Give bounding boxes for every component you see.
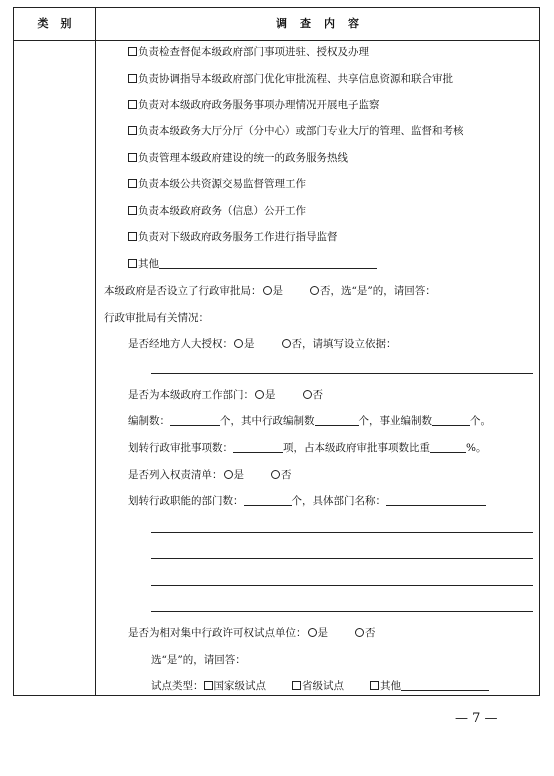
checkbox-label: 负责对本级政府政务服务事项办理情况开展电子监察	[138, 99, 380, 111]
pilot-other-blank[interactable]	[401, 679, 489, 691]
question-approval-bureau: 本级政府是否设立了行政审批局： 是 否，选“是”的，请回答：	[104, 285, 436, 297]
question-authorized: 是否经地方人大授权： 是 否，请填写设立依据：	[128, 338, 397, 350]
page-number: — 7 —	[455, 711, 498, 726]
checkbox-icon[interactable]	[128, 153, 137, 162]
question-power-list: 是否列入权责清单： 是 否	[128, 469, 292, 481]
column-divider	[95, 8, 96, 695]
checkbox-icon[interactable]	[128, 179, 137, 188]
checkbox-label: 负责管理本级政府建设的统一的政务服务热线	[138, 152, 348, 164]
checkbox-icon[interactable]	[128, 206, 137, 215]
approval-bureau-followup: 行政审批局有关情况：	[104, 312, 209, 324]
table-header	[14, 8, 539, 41]
checkbox-icon[interactable]	[204, 681, 213, 690]
checkbox-icon[interactable]	[292, 681, 301, 690]
radio-icon[interactable]	[303, 390, 312, 399]
checkbox-label: 负责检查督促本级政府部门事项进驻、授权及办理	[138, 46, 369, 58]
checkbox-icon[interactable]	[128, 259, 137, 268]
institution-staffing-blank[interactable]	[432, 414, 470, 426]
checkbox-item-4[interactable]	[128, 124, 464, 138]
staffing-line: 编制数： 个，其中行政编制数 个，事业编制数 个。	[128, 415, 491, 427]
ratio-blank[interactable]	[430, 441, 466, 453]
dept-names-line-2[interactable]	[151, 558, 533, 559]
dept-names-line-3[interactable]	[151, 585, 533, 586]
dept-names-line-1[interactable]	[151, 532, 533, 533]
header-content: 调查内容	[276, 17, 372, 30]
checkbox-label: 负责协调指导本级政府部门优化审批流程、共享信息资源和联合审批	[138, 73, 453, 85]
header-category: 类别	[37, 17, 84, 30]
checkbox-label: 其他	[138, 258, 159, 270]
admin-staffing-blank[interactable]	[315, 414, 359, 426]
transfer-depts-line: 划转行政职能的部门数： 个，具体部门名称：	[128, 494, 486, 508]
checkbox-icon[interactable]	[128, 100, 137, 109]
checkbox-label: 负责对下级政府政务服务工作进行指导监督	[138, 231, 338, 243]
radio-icon[interactable]	[310, 286, 319, 295]
checkbox-label: 负责本级政务大厅分厅（分中心）或部门专业大厅的管理、监督和考核	[138, 125, 464, 137]
checkbox-item-2[interactable]	[128, 72, 453, 86]
radio-icon[interactable]	[308, 628, 317, 637]
radio-icon[interactable]	[282, 339, 291, 348]
transfer-items-blank[interactable]	[233, 441, 283, 453]
radio-icon[interactable]	[234, 339, 243, 348]
checkbox-item-8[interactable]	[128, 230, 338, 244]
checkbox-label: 负责本级政府政务（信息）公开工作	[138, 205, 306, 217]
dept-names-blank[interactable]	[386, 494, 486, 506]
radio-icon[interactable]	[255, 390, 264, 399]
pilot-followup: 选“是”的，请回答：	[151, 654, 246, 666]
checkbox-icon[interactable]	[128, 47, 137, 56]
radio-icon[interactable]	[224, 470, 233, 479]
radio-icon[interactable]	[263, 286, 272, 295]
radio-icon[interactable]	[355, 628, 364, 637]
staffing-total-blank[interactable]	[170, 414, 220, 426]
other-fill-blank[interactable]	[159, 257, 377, 269]
checkbox-icon[interactable]	[370, 681, 379, 690]
checkbox-icon[interactable]	[128, 232, 137, 241]
checkbox-icon[interactable]	[128, 126, 137, 135]
transfer-items-line: 划转行政审批事项数： 项，占本级政府审批事项数比重 %。	[128, 442, 487, 454]
dept-count-blank[interactable]	[244, 494, 292, 506]
radio-icon[interactable]	[271, 470, 280, 479]
checkbox-item-3[interactable]	[128, 98, 380, 112]
checkbox-item-1[interactable]	[128, 45, 369, 59]
checkbox-item-other[interactable]	[128, 257, 377, 271]
dept-names-line-4[interactable]	[151, 611, 533, 612]
pilot-type-line: 试点类型： 国家级试点 省级试点 其他	[151, 679, 489, 693]
question-pilot: 是否为相对集中行政许可权试点单位： 是 否	[128, 627, 376, 639]
question-department: 是否为本级政府工作部门： 是 否	[128, 389, 323, 401]
checkbox-item-7[interactable]	[128, 204, 306, 218]
checkbox-label: 负责本级公共资源交易监督管理工作	[138, 178, 306, 190]
checkbox-item-5[interactable]	[128, 151, 348, 165]
checkbox-item-6[interactable]	[128, 177, 306, 191]
checkbox-icon[interactable]	[128, 74, 137, 83]
basis-fill-line[interactable]	[151, 373, 533, 374]
